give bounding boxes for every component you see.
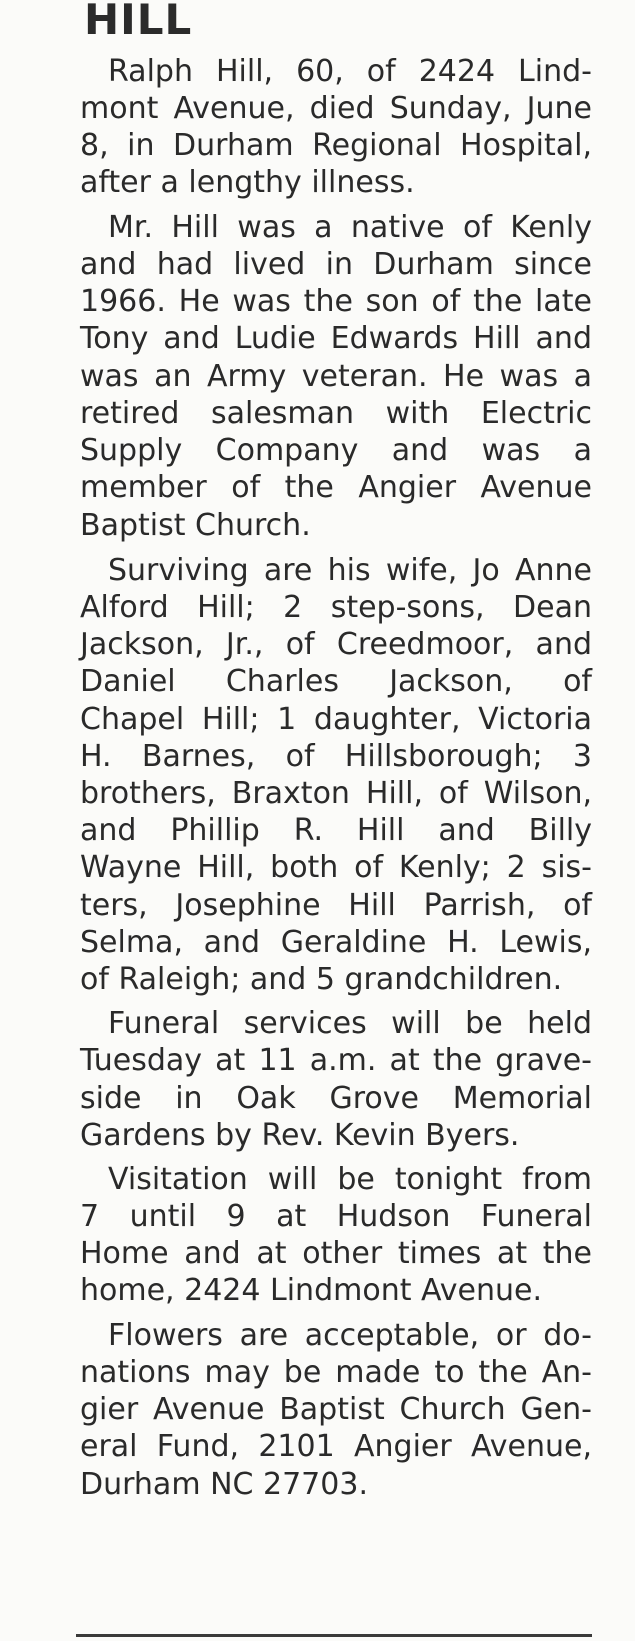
text-line: brothers, Braxton Hill, of Wilson, (80, 776, 592, 811)
text-line: 1966. He was the son of the late (80, 284, 592, 319)
text-line: Funeral services will be held (108, 1006, 592, 1041)
text-line: of Raleigh; and 5 grandchildren. (80, 962, 563, 997)
text-line: Ralph Hill, 60, of 2424 Lind- (108, 54, 592, 89)
text-line: Alford Hill; 2 step-sons, Dean (80, 590, 592, 625)
text-line: Flowers are acceptable, or do- (108, 1318, 592, 1353)
text-line: eral Fund, 2101 Angier Avenue, (80, 1429, 592, 1464)
text-line: 7 until 9 at Hudson Funeral (80, 1199, 592, 1234)
text-line: gier Avenue Baptist Church Gen- (80, 1392, 592, 1427)
text-line: and had lived in Durham since (80, 247, 592, 282)
text-line: Jackson, Jr., of Creedmoor, and (80, 627, 592, 662)
text-line: Mr. Hill was a native of Kenly (108, 210, 592, 245)
text-line: and Phillip R. Hill and Billy (80, 813, 592, 848)
text-line: Selma, and Geraldine H. Lewis, (80, 925, 592, 960)
text-line: side in Oak Grove Memorial (80, 1081, 592, 1116)
text-line: Supply Company and was a (80, 433, 592, 468)
text-line: retired salesman with Electric (80, 396, 592, 431)
text-line: Daniel Charles Jackson, of (80, 664, 592, 699)
text-line: mont Avenue, died Sunday, June (80, 91, 592, 126)
text-line: after a lengthy illness. (80, 165, 415, 200)
text-line: ters, Josephine Hill Parrish, of (80, 888, 592, 923)
text-line: Surviving are his wife, Jo Anne (108, 553, 592, 588)
text-line: home, 2424 Lindmont Avenue. (80, 1273, 542, 1308)
text-line: Visitation will be tonight from (108, 1162, 592, 1197)
text-line: Durham NC 27703. (80, 1467, 368, 1502)
text-line: Tony and Ludie Edwards Hill and (80, 321, 592, 356)
text-line: nations may be made to the An- (80, 1355, 592, 1390)
text-line: 8, in Durham Regional Hospital, (80, 128, 592, 163)
text-line: Chapel Hill; 1 daughter, Victoria (80, 702, 592, 737)
text-line: Tuesday at 11 a.m. at the grave- (80, 1043, 592, 1078)
text-line: member of the Angier Avenue (80, 470, 592, 505)
text-line: Wayne Hill, both of Kenly; 2 sis- (80, 850, 592, 885)
text-line: Home and at other times at the (80, 1236, 592, 1271)
text-line: H. Barnes, of Hillsborough; 3 (80, 739, 592, 774)
bottom-divider-rule (76, 1634, 592, 1637)
text-line: Gardens by Rev. Kevin Byers. (80, 1118, 520, 1153)
text-line: was an Army veteran. He was a (80, 359, 592, 394)
obituary-headline: HILL (84, 0, 193, 44)
text-line: Baptist Church. (80, 508, 311, 543)
